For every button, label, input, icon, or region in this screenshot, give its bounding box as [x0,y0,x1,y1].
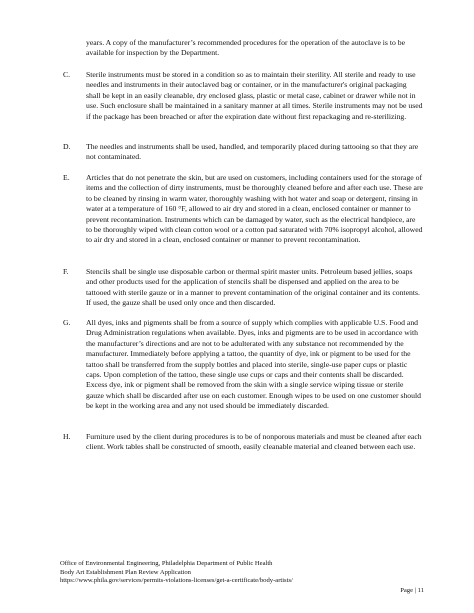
page-number: Page | 11 [400,587,424,594]
intro-paragraph: years. A copy of the manufacturer’s recommended procedures for the operation of the autoclave is to be available for inspection by the Department. [86,38,405,58]
list-item-h [63,432,423,453]
item-text: Furniture used by the client during procedures is to be of nonporous materials and must be cleaned after each client. Work tables shall be constructed of smooth, easily cleanable material and cleaned between each use. [86,432,422,452]
list-item-f [63,267,423,309]
list-item-g [63,318,423,412]
item-letter: H. [63,432,71,441]
list-item-d [63,142,423,163]
item-letter: E. [63,173,70,182]
footer-office: Office of Environmental Engineering, Philadelphia Department of Public Health [60,560,273,567]
item-text: Stencils shall be single use disposable carbon or thermal spirit master units. Petroleum based jellies, soaps and other products used for the application of stencils shall be dispensed and applied on the area to be tattooed with sterile gauze or in a manner to prevent contamination of the original container and its contents. If used, the gauze shall be used only once and then discarded. [86,267,420,308]
footer-application-title: Body Art Establishment Plan Review Application [60,568,191,576]
item-text: All dyes, inks and pigments shall be from a source of supply which complies with applicable U.S. Food and Drug Administration regulations when available. Dyes, inks and pigments are to be used in accordance with the manufacturer’s directions and are not to be adulterated with any substance not recommended by the manufacturer. Immediately before applying a tattoo, the quantity of dye, ink or pigment to be used for the tattoo shall be transferred from the supply bottles and placed into sterile, single-use paper cups or plastic caps. Upon completion of the tattoo, these single use cups or caps and their contents shall be discarded. Excess dye, ink or pigment shall be removed from the skin with a single service wiping tissue or sterile gauze which shall be discarded after use on each customer. Enough wipes to be used on one customer should be kept in the working area and any not used should be immediately discarded. [86,318,421,411]
footer-url: https://www.phila.gov/services/permits-violations-licenses/get-a-certificate/body-artists/ [60,577,293,585]
list-item-e [63,173,423,246]
item-letter: D. [63,142,71,151]
item-letter: C. [63,70,71,79]
item-letter: F. [63,267,69,276]
item-text: Articles that do not penetrate the skin, but are used on customers, including containers used for the storage of items and the collection of dirty instruments, must be thoroughly cleaned before and after each use. These are to be cleaned by rinsing in warm water, thoroughly washing with hot water and soap or detergent, rinsing in water at a temperature of 160 °F, allowed to air dry and stored in a clean, enclosed container or manner to prevent recontamination. Instruments which can be damaged by water, such as the electrical handpiece, are to be thoroughly wiped with clean cotton wool or a cotton pad saturated with 70% isopropyl alcohol, allowed to air dry and stored in a clean, enclosed container or manner to prevent recontamination. [86,173,423,245]
list-item-c [63,70,423,122]
item-letter: G. [63,318,71,327]
item-text: The needles and instruments shall be used, handled, and temporarily placed during tattooing so that they are not contaminated. [86,142,419,162]
item-text: Sterile instruments must be stored in a condition so as to maintain their sterility. All sterile and ready to use needles and instruments in their autoclaved bag or container, or in the manufacturer's original packaging shall be kept in an easily cleanable, dry enclosed glass, plastic or metal case, cabinet or drawer while not in use. Such enclosure shall be maintained in a sanitary manner at all times. Sterile instruments may not be used if the package has been breached or after the expiration date without first repackaging and re-sterilizing. [86,70,423,121]
page-footer [60,560,430,586]
